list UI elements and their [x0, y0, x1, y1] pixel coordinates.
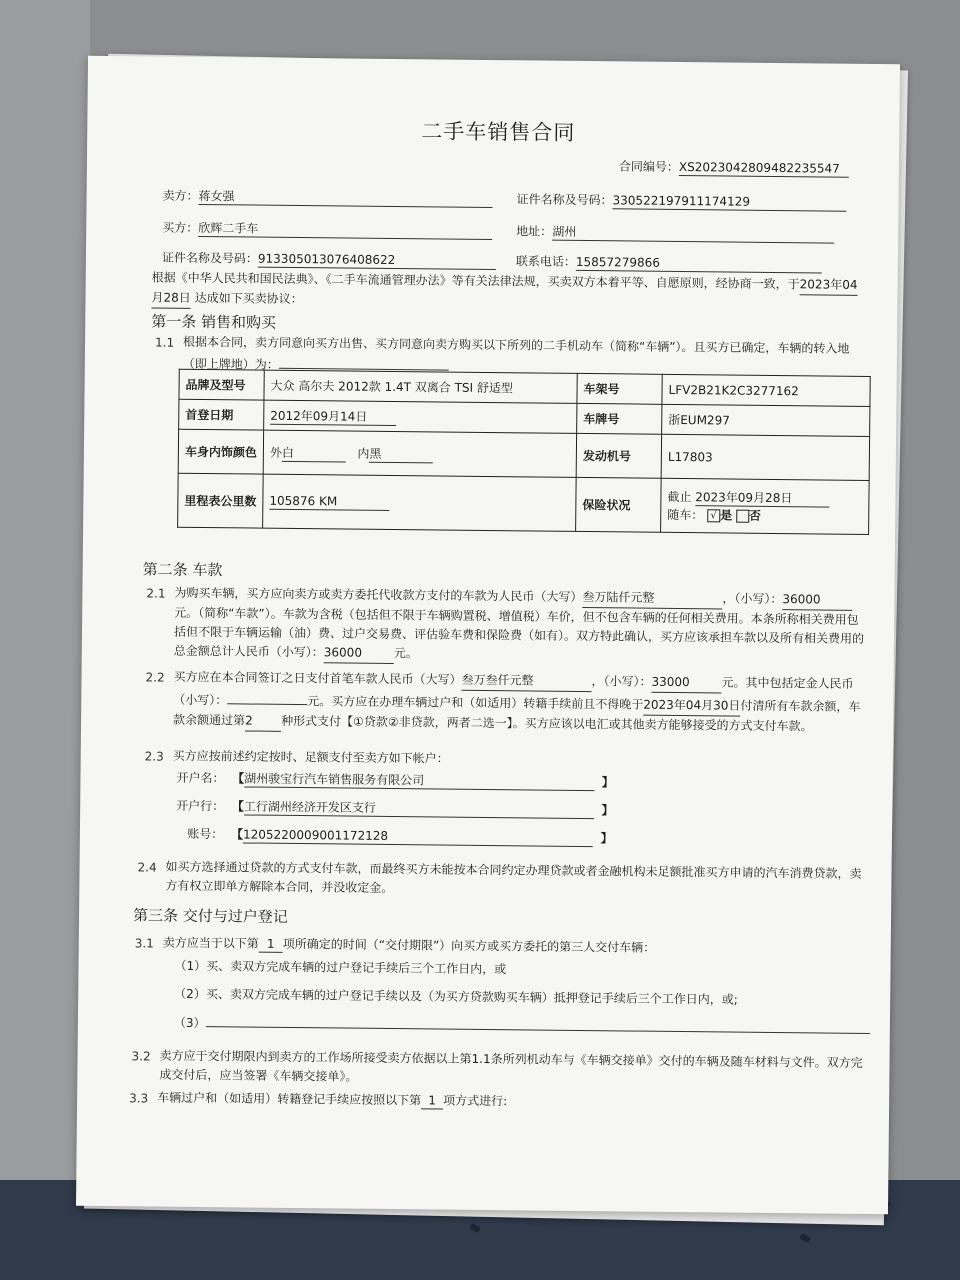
insurance-expiry: 2023年09月28日: [695, 488, 829, 507]
vehicle-info-table: 品牌及型号 大众 高尔夫 2012款 1.4T 双离合 TSI 舒适型 车架号 LFV2B21K2C3277162 首登日期 2012年09月14日 车牌号 浙EUM297 车身内饰颜色 外白 内黑 发动机号 L17803 里程表公里数 105876 KM 保险状况 截止 2023年09月28日 随车： √ 是 否: [177, 369, 871, 535]
clause-3-3: 车辆过户和（如适用）转籍登记手续应按照以下第 1 项方式进行:: [157, 1090, 508, 1109]
delivery-option: 1: [259, 937, 283, 953]
delivery-option-1: （1）买、卖双方完成车辆的过户登记手续后三个工作日内，或: [174, 958, 507, 977]
page-title: 二手车销售合同: [421, 119, 576, 145]
seller-id-value: 330522197911174129: [612, 193, 846, 211]
clause-3-1: 卖方应当于以下第 1 项所确定的时间（“交付期限”）向买方或买方委托的第三人交付车辆：: [162, 935, 656, 955]
vin-value: LFV2B21K2C3277162: [662, 374, 870, 406]
exterior-color: 白: [282, 443, 346, 462]
fabric-pattern: [799, 1233, 811, 1243]
clause-1-1: 根据本合同，卖方同意向买方出售、买方同意向卖方购买以下所列的二手机动车（简称“车辆”）。且买方已确定，车辆的转入地 （即上牌地）为：: [182, 334, 850, 372]
clause-3-2: 卖方应于交付期限内到卖方的工作场所接受卖方依据以上第1.1条所列机动车与《车辆交接单》交付的车辆及随车材料与文件。双方完成交付后，应当签署《车辆交接单》。: [159, 1048, 863, 1084]
clause-2-2: 买方应在本合同签订之日支付首笔车款人民币（大写）叁万叁仟元整 ，（小写）：33000 元。其中包括定金人民币（小写）： 元。买方应在办理车辆过户和（如适用）转籍手续前且不得晚于2023年04月30日付清所有车款余额，车款余额通过第2 种形式支付【①贷款②非贷款，两者二选一】。买方应该以电汇或其他卖方能够接受的方式支付车款。: [173, 669, 861, 734]
clause-number: 2.4: [137, 860, 157, 875]
payment-method: 2: [245, 711, 281, 731]
mileage-value: 105876 KM: [269, 493, 389, 510]
buyer-id-value: 913305013076408622: [258, 252, 496, 270]
buyer-name: 欣辉二手车: [198, 219, 492, 240]
clause-2-3: 买方应按前述约定按时、足额支付至卖方如下帐户：: [172, 748, 449, 766]
clause-number: 2.1: [146, 586, 166, 601]
buyer-phone-row: 联系电话：15857279866: [516, 252, 822, 273]
buyer-address: 湖州: [552, 223, 834, 244]
price-lowercase: 36000: [782, 590, 852, 611]
registration-place-blank: [279, 353, 449, 371]
contract-number-value: XS2023042809482235547: [679, 160, 849, 178]
price-total: 36000: [324, 643, 394, 664]
clause-number: 1.1: [154, 335, 175, 350]
vehicle-model: 大众 高尔夫 2012款 1.4T 双离合 TSI 舒适型: [264, 370, 577, 403]
clause-number: 3.1: [134, 936, 154, 951]
final-payment-date: 2023年04月30日: [643, 696, 740, 717]
clause-2-1: 为购买车辆，买方应向卖方或卖方委托代收款方支付的车款为人民币（大写）叁万陆仟元整 ，（小写）：36000元。（简称“车款”）。车款为含税（包括但不限于车辆购置税、增值税）车价，但不包含车辆的任何相关费用。本条所称相关费用包括但不限于车辆运输（油）费、过户交易费、评估验车费和保险费（如有）。双方特此确认，买方应该承担车款以及所有相关费用的总金额总计人民币（小写）：36000 元。: [174, 584, 869, 669]
delivery-option-2: （2）买、卖双方完成车辆的过户登记手续以及（为买方贷款购买车辆）抵押登记手续后三个工作日内，或;: [174, 986, 738, 1007]
bank-row: 开户行： 【工行湖州经济开发区支行 】: [176, 798, 614, 818]
engine-number: L17803: [661, 434, 869, 480]
clause-number: 2.2: [145, 670, 165, 685]
seller-row: 卖方：蒋女强: [162, 187, 492, 208]
interior-color: 黑: [369, 444, 433, 463]
buyer-address-row: 地址：湖州: [516, 222, 834, 243]
color-cell: 外白 内黑: [263, 430, 576, 477]
clause-number: 2.3: [144, 749, 164, 764]
registration-date: 2012年09月14日: [270, 406, 396, 425]
transfer-option: 1: [421, 1093, 443, 1109]
contract-number: 合同编号：XS2023042809482235547: [619, 157, 849, 177]
buyer-row: 买方：欣辉二手车: [162, 219, 492, 240]
buyer-id-row: 证件名称及号码：913305013076408622: [162, 249, 496, 270]
bank-name: 工行湖州经济开发区支行: [244, 797, 594, 819]
first-payment-uppercase: 叁万叁仟元整: [461, 671, 591, 692]
clause-number: 3.3: [129, 1091, 149, 1106]
section-2-title: 第二条 车款: [142, 560, 223, 580]
intro-paragraph: 根据《中华人民共和国民法典》、《二手车流通管理办法》等有关法律法规，买卖双方本着平等、自愿原则，经协商一致，于2023年04 月28日 达成如下买卖协议：: [151, 268, 871, 316]
clause-number: 3.2: [131, 1049, 151, 1064]
seller-id-row: 证件名称及号码：330522197911174129: [516, 190, 846, 211]
account-name: 湖州骏宝行汽车销售服务有限公司: [244, 769, 594, 791]
seller-name: 蒋女强: [199, 187, 493, 208]
account-number: 1205220009001172128: [243, 827, 593, 847]
clause-2-4: 如买方选择通过贷款的方式支付车款，而最终买方未能按本合同约定办理贷款或者金融机构未足额批准买方申请的汽车消费贷款，卖方有权立即单方解除本合同，并没收定金。: [165, 859, 862, 896]
checkbox-empty-icon: [736, 510, 749, 523]
fabric-pattern: [469, 1223, 481, 1233]
buyer-phone: 15857279866: [576, 255, 822, 274]
price-uppercase: 叁万陆仟元整: [582, 588, 722, 609]
account-name-row: 开户名： 【湖州骏宝行汽车销售服务有限公司 】: [176, 770, 614, 790]
first-payment-lowercase: 33000: [651, 673, 721, 694]
account-number-row: 账号： 【1205220009001172128 】: [187, 826, 613, 846]
section-1-title: 第一条 销售和购买: [151, 312, 277, 332]
insurance-cell: 截止 2023年09月28日 随车： √ 是 否: [661, 478, 870, 534]
background-left: [0, 0, 90, 1180]
section-3-title: 第三条 交付与过户登记: [132, 906, 288, 926]
delivery-option-3: （3）: [174, 1011, 870, 1038]
contract-page: [76, 56, 900, 1214]
checkbox-checked-icon: √: [707, 509, 720, 522]
plate-value: 浙EUM297: [662, 404, 870, 436]
deposit-blank: [227, 688, 307, 705]
